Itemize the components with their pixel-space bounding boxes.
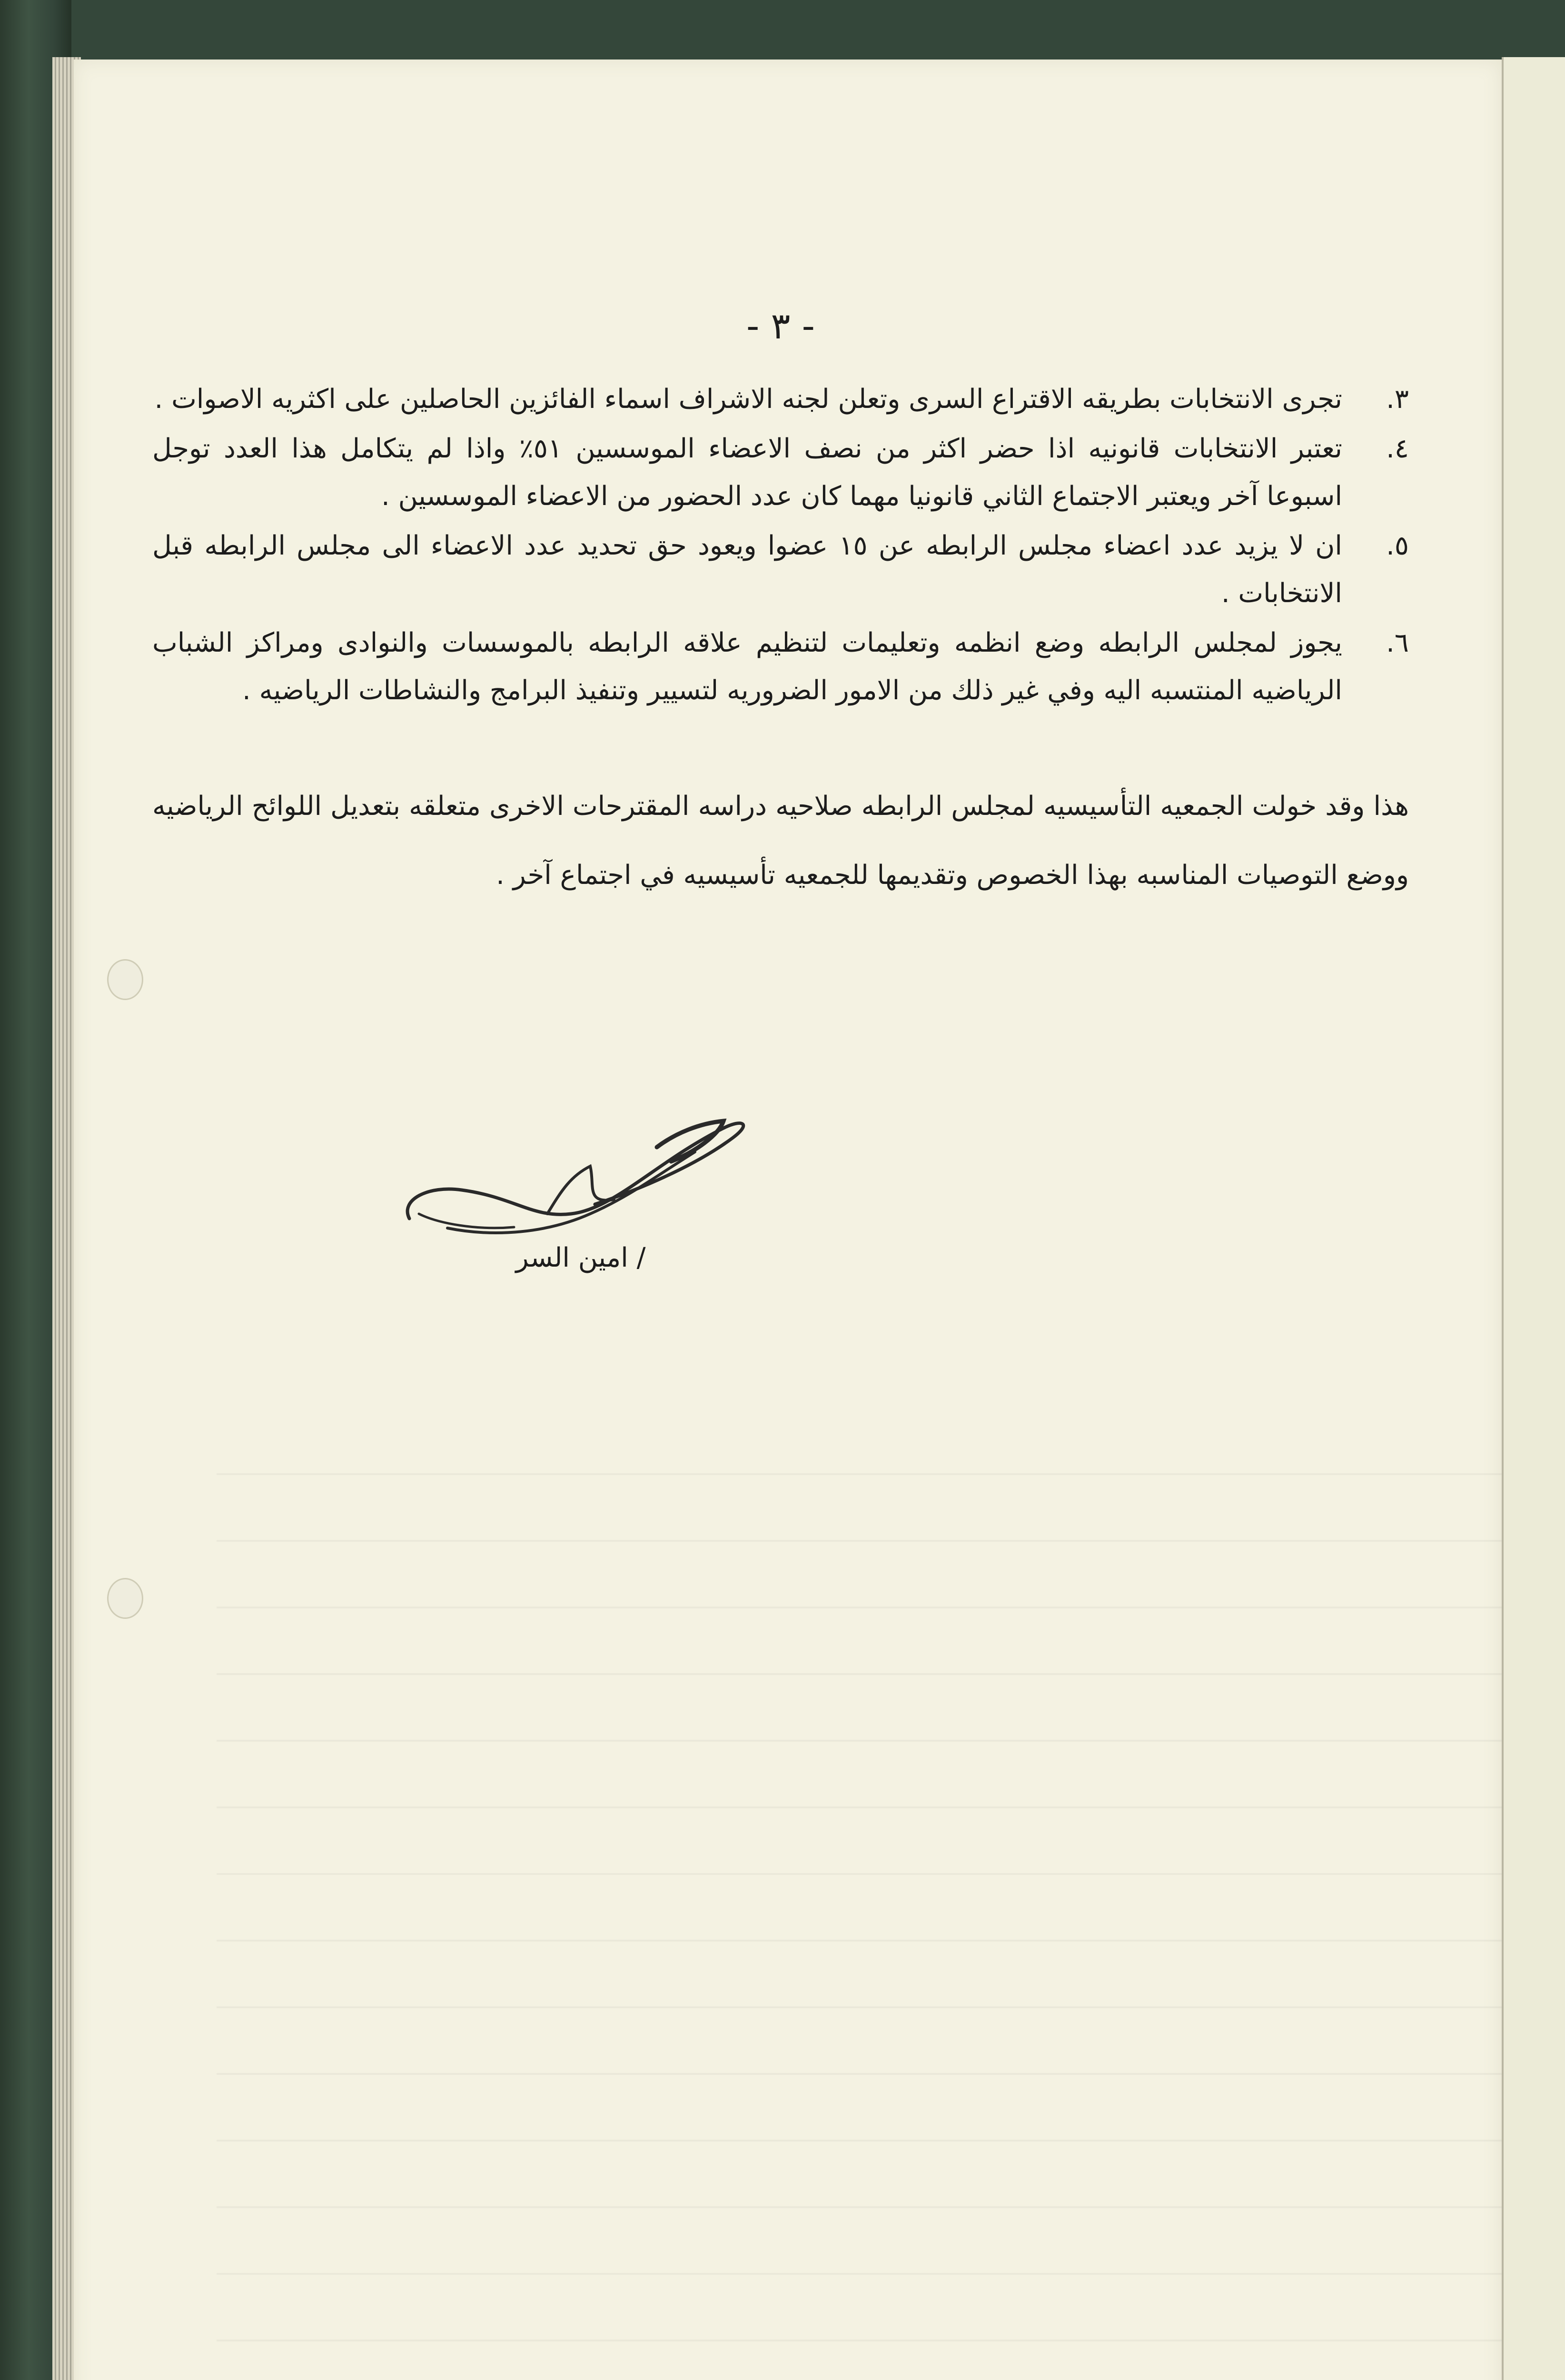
scan-top-band xyxy=(0,0,1565,60)
clause-number: ٣. xyxy=(1386,384,1409,415)
clause-text: تعتبر الانتخابات قانونيه اذا حضر اكثر من نصف الاعضاء الموسسين ٥١٪ واذا لم يتكامل هذا العدد توجل اسبوعا آخر ويعتبر الاجتماع الثاني قانونيا مهما كان عدد الحضور من الاعضاء الموسسين . xyxy=(152,433,1343,512)
next-page-edge xyxy=(1502,57,1565,2380)
clause-text: تجرى الانتخابات بطريقه الاقتراع السرى وتعلن لجنه الاشراف اسماء الفائزين الحاصلين على اكثريه الاصوات . xyxy=(154,384,1342,415)
clause-item xyxy=(152,376,1409,423)
signature-scribble-icon xyxy=(390,1095,762,1252)
signature-caption: / امين السر xyxy=(515,1242,646,1273)
page-number: - ٣ - xyxy=(746,305,815,347)
clause-text: يجوز لمجلس الرابطه وضع انظمه وتعليمات لتنظيم علاقه الرابطه بالموسسات والنوادى ومراكز الشباب الرياضيه المنتسبه اليه وفي غير ذلك من الامور الضروريه لتسيير وتنفيذ البرامج والنشاطات الرياضيه . xyxy=(152,627,1342,706)
document-body xyxy=(152,305,1409,910)
bleed-through-text xyxy=(217,1440,1502,2380)
punch-hole-upper xyxy=(107,959,143,1000)
punch-hole-lower xyxy=(107,1578,143,1619)
clause-item xyxy=(152,522,1409,617)
clause-item xyxy=(152,425,1409,520)
clause-number: ٦. xyxy=(1386,627,1409,658)
clause-item xyxy=(152,619,1409,714)
clause-number: ٥. xyxy=(1386,530,1409,561)
closing-paragraph: هذا وقد خولت الجمعيه التأسيسيه لمجلس الرابطه صلاحيه دراسه المقترحات الاخرى متعلقه بتعديل اللوائح الرياضيه ووضع التوصيات المناسبه بهذا الخصوص وتقديمها للجمعيه تأسيسيه في اجتماع آخر . xyxy=(152,791,1409,891)
clause-number: ٤. xyxy=(1386,433,1409,464)
clause-text: ان لا يزيد عدد اعضاء مجلس الرابطه عن ١٥ عضوا ويعود حق تحديد عدد الاعضاء الى مجلس الرابطه قبل الانتخابات . xyxy=(152,530,1342,609)
